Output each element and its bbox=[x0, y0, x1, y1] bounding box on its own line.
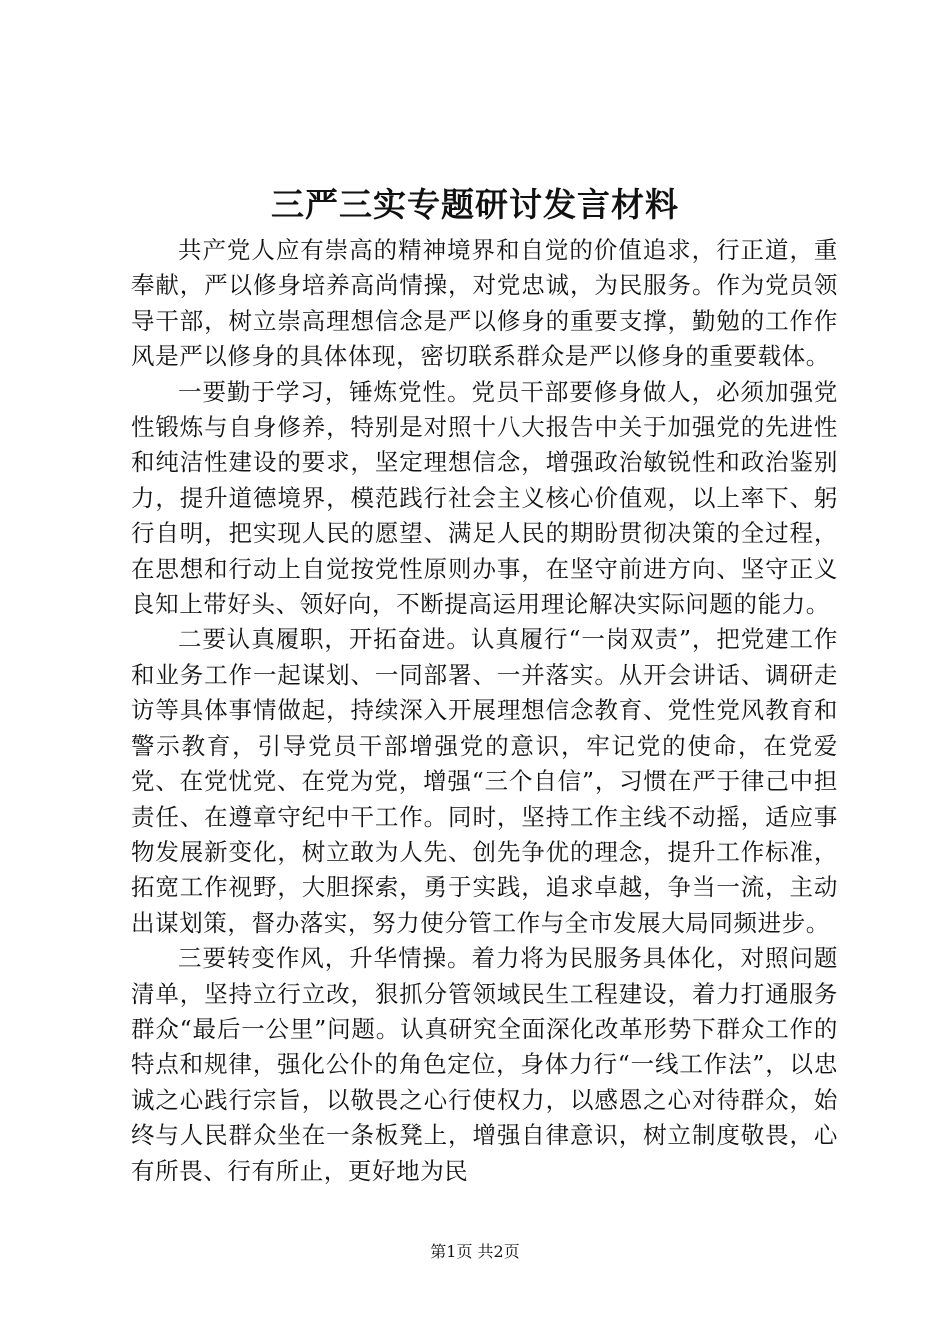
paragraph-intro: 共产党人应有崇高的精神境界和自觉的价值追求，行正道，重奉献，严以修身培养高尚情操，对党忠诚，为民服务。作为党员领导干部，树立崇高理想信念是严以修身的重要支撑，勤勉的工作作风是严以修身的具体体现，密切联系群众是严以修身的重要载体。 bbox=[131, 236, 838, 371]
document-title: 三严三实专题研讨发言材料 bbox=[271, 185, 679, 224]
paragraph-study: 一要勤于学习，锤炼党性。党员干部要修身做人，必须加强党性锻炼与自身修养，特别是对照十八大报告中关于加强党的先进性和纯洁性建设的要求，坚定理想信念，增强政治敏锐性和政治鉴别力，提升道德境界，模范践行社会主义核心价值观，以上率下、躬行自明，把实现人民的愿望、满足人民的期盼贯彻决策的全过程，在思想和行动上自觉按党性原则办事，在坚守前进方向、坚守正义良知上带好头、领好向，不断提高运用理论解决实际问题的能力。 bbox=[131, 377, 838, 619]
paragraph-style: 三要转变作风，升华情操。着力将为民服务具体化，对照问题清单，坚持立行立改，狠抓分管领域民生工程建设，着力打通服务群众“最后一公里”问题。认真研究全面深化改革形势下群众工作的特点和规律，强化公仆的角色定位，身体力行“一线工作法”，以忠诚之心践行宗旨，以敬畏之心行使权力，以感恩之心对待群众，始终与人民群众坐在一条板凳上，增强自律意识，树立制度敬畏，心有所畏、行有所止，更好地为民 bbox=[131, 944, 838, 1185]
paragraph-duty: 二要认真履职，开拓奋进。认真履行“一岗双责”，把党建工作和业务工作一起谋划、一同部署、一并落实。从开会讲话、调研走访等具体事情做起，持续深入开展理想信念教育、党性党风教育和警示教育，引导党员干部增强党的意识，牢记党的使命，在党爱党、在党忧党、在党为党，增强“三个自信”，习惯在严于律己中担责任、在遵章守纪中干工作。同时，坚持工作主线不动摇，适应事物发展新变化，树立敢为人先、创先争优的理念，提升工作标准，拓宽工作视野，大胆探索，勇于实践，追求卓越，争当一流，主动出谋划策，督办落实，努力使分管工作与全市发展大局同频进步。 bbox=[131, 625, 838, 937]
document-body bbox=[131, 233, 838, 1189]
page-number-footer: 第1页 共2页 bbox=[430, 1242, 520, 1261]
